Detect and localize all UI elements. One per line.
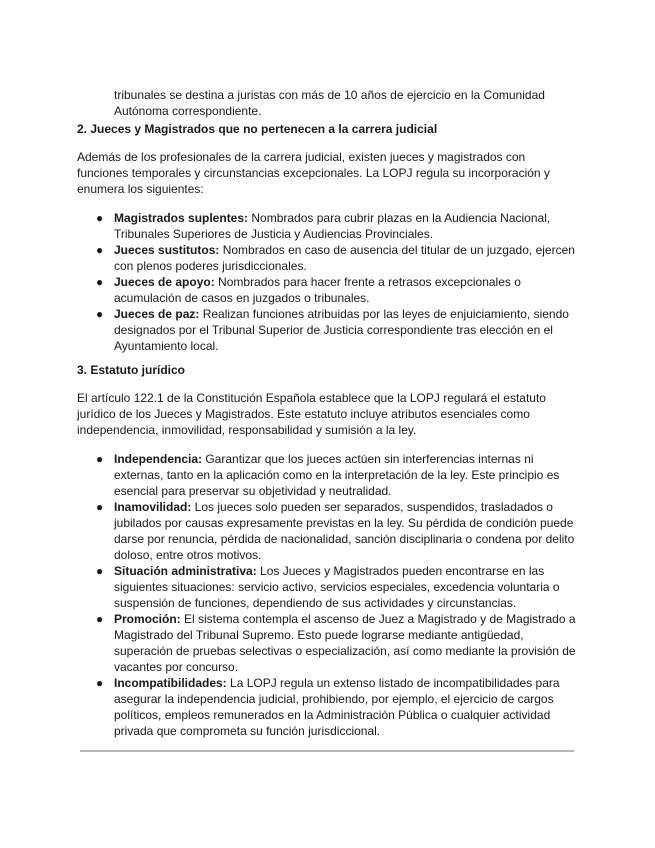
- item-text: Los jueces solo pueden ser separados, suspendidos, trasladados o jubilados por causas expresamente previstas en la ley. Su pérdida de condición puede darse por renuncia, pérdida de nacionalidad, sanción disciplinaria o condena por delito doloso, entre otros motivos.: [114, 500, 575, 562]
- item-text: Nombrados para hacer frente a retrasos excepcionales o acumulación de casos en juzgados o tribunales.: [114, 275, 521, 305]
- bullet-icon: ●: [96, 500, 104, 514]
- list-item: [77, 242, 577, 274]
- item-text: La LOPJ regula un extenso listado de incompatibilidades para asegurar la independencia judicial, prohibiendo, por ejemplo, el ejercicio de cargos políticos, empleos remunerados en la Administración Pública o cualquier actividad privada que comprometa su función jurisdiccional.: [114, 676, 560, 738]
- bullet-icon: ●: [96, 307, 104, 321]
- item-term: Jueces sustitutos:: [114, 243, 220, 257]
- item-text: Garantizar que los jueces actúen sin interferencias internas ni externas, tanto en la aplicación como en la interpretación de la ley. Este principio es esencial para preservar su objetividad y neutralidad.: [114, 452, 560, 498]
- item-term: Jueces de paz:: [114, 307, 200, 321]
- section-3-heading: 3. Estatuto jurídico: [77, 363, 186, 377]
- section-3-intro: El artículo 122.1 de la Constitución Española establece que la LOPJ regulará el estatuto jurídico de los Jueces y Magistrados. Este estatuto incluye atributos esenciales como independencia, inmovilidad, responsabilidad y sumisión a la ley.: [77, 391, 546, 437]
- list-item: [77, 563, 577, 611]
- horizontal-divider: [80, 750, 574, 752]
- bullet-icon: ●: [96, 676, 104, 690]
- bullet-icon: ●: [96, 275, 104, 289]
- item-text: Realizan funciones atribuidas por las leyes de enjuiciamiento, siendo designados por el Tribunal Superior de Justicia correspondiente tras elección en el Ayuntamiento local.: [114, 307, 569, 353]
- item-term: Jueces de apoyo:: [114, 275, 215, 289]
- list-item: [77, 210, 577, 242]
- section-2-intro: Además de los profesionales de la carrera judicial, existen jueces y magistrados con funciones temporales y circunstancias excepcionales. La LOPJ regula su incorporación y enumera los siguientes:: [77, 150, 550, 196]
- section-2-list: [77, 210, 577, 354]
- item-term: Inamovilidad:: [114, 500, 192, 514]
- item-text: Nombrados en caso de ausencia del titular de un juzgado, ejercen con plenos poderes jurisdiccionales.: [114, 243, 575, 273]
- item-text: Nombrados para cubrir plazas en la Audiencia Nacional, Tribunales Superiores de Justicia y Audiencias Provinciales.: [114, 211, 551, 241]
- item-text: Los Jueces y Magistrados pueden encontrarse en las siguientes situaciones: servicio activo, servicios especiales, excedencia voluntaria o suspensión de funciones, dependiendo de sus actividades y circunstancias.: [114, 564, 560, 610]
- list-item: [77, 306, 577, 354]
- item-term: Promoción:: [114, 612, 181, 626]
- item-term: Incompatibilidades:: [114, 676, 227, 690]
- list-item: [77, 675, 577, 739]
- list-item: [77, 611, 577, 675]
- bullet-icon: ●: [96, 243, 104, 257]
- section-3-list: [77, 451, 577, 739]
- item-term: Situación administrativa:: [114, 564, 257, 578]
- continuation-paragraph: tribunales se destina a juristas con más de 10 años de ejercicio en la Comunidad Autónoma correspondiente.: [114, 88, 545, 118]
- list-item: [77, 499, 577, 563]
- list-item: [77, 274, 577, 306]
- section-2-heading: 2. Jueces y Magistrados que no pertenecen a la carrera judicial: [77, 122, 438, 136]
- list-item: [77, 451, 577, 499]
- item-term: Magistrados suplentes:: [114, 211, 249, 225]
- item-term: Independencia:: [114, 452, 203, 466]
- bullet-icon: ●: [96, 452, 104, 466]
- bullet-icon: ●: [96, 564, 104, 578]
- bullet-icon: ●: [96, 211, 104, 225]
- bullet-icon: ●: [96, 612, 104, 626]
- item-text: El sistema contempla el ascenso de Juez a Magistrado y de Magistrado a Magistrado del Tribunal Supremo. Esto puede lograrse mediante antigüedad, superación de pruebas selectivas o especialización, así como mediante la provisión de vacantes por concurso.: [114, 612, 576, 674]
